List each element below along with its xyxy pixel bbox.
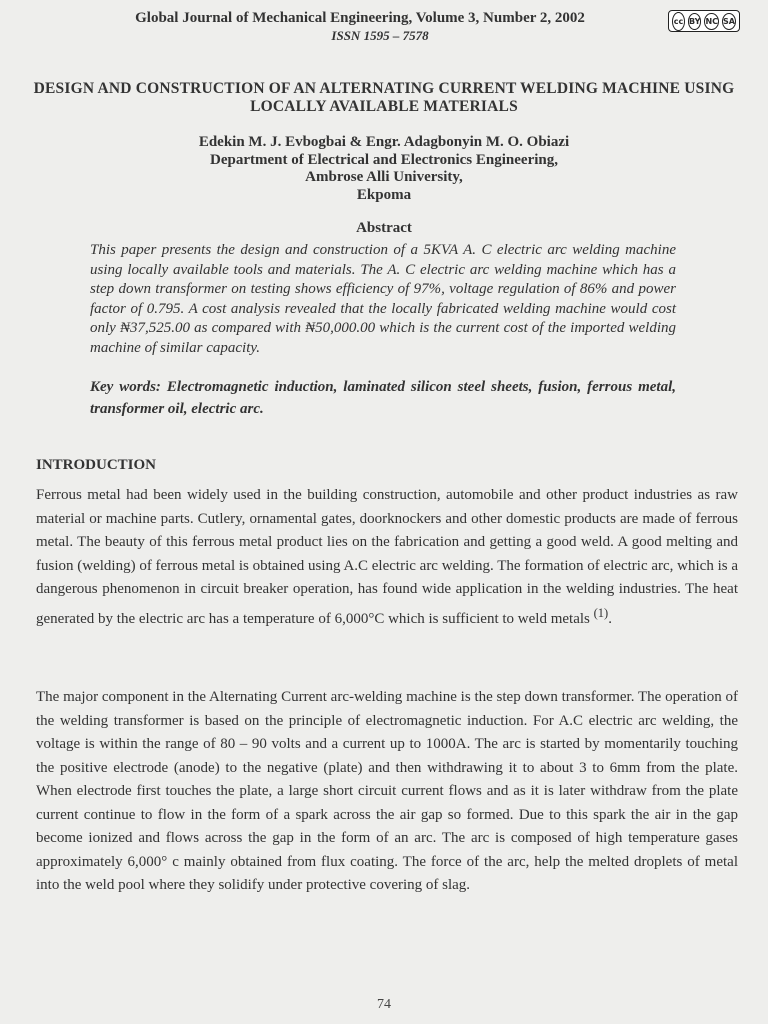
author-block xyxy=(100,134,668,204)
by-icon: BY xyxy=(688,13,701,30)
abstract-text: This paper presents the design and construction of a 5KVA A. C electric arc welding machine using locally available tools and materials. The A. C electric arc welding machine which has a step down transformer on testing shows efficiency of 97%, voltage regulation of 86% and power factor of 0.795. A cost analysis revealed that the locally fabricated welding machine would cost only ₦37,525.00 as compared with ₦50,000.00 which is the current cost of the imported welding machine of similar capacity. xyxy=(90,242,676,356)
nc-icon: NC xyxy=(704,13,719,30)
cc-logo-icon: cc xyxy=(672,12,685,31)
paper-title: DESIGN AND CONSTRUCTION OF AN ALTERNATING CURRENT WELDING MACHINE USING LOCALLY AVAILABLE MATERIALS xyxy=(33,80,735,115)
creative-commons-license-badge[interactable] xyxy=(668,10,740,32)
keywords: Key words: Electromagnetic induction, laminated silicon steel sheets, fusion, ferrous metal, transformer oil, electric arc. xyxy=(90,379,676,417)
page-number: 74 xyxy=(377,997,391,1012)
abstract-heading: Abstract xyxy=(356,220,412,236)
paragraph-1-end: . xyxy=(608,610,612,627)
introduction-heading: INTRODUCTION xyxy=(36,457,157,473)
journal-citation: Global Journal of Mechanical Engineering, Volume 3, Number 2, 2002 xyxy=(135,10,585,26)
location: Ekpoma xyxy=(356,186,412,203)
citation-reference[interactable]: (1) xyxy=(593,605,609,620)
authors: Edekin M. J. Evbogbai & Engr. Adagbonyin M. O. Obiazi xyxy=(198,134,570,150)
introduction-paragraph-1 xyxy=(36,484,738,631)
sa-icon: SA xyxy=(722,13,736,30)
paragraph-1-text: Ferrous metal had been widely used in the building construction, automobile and other product industries as raw material or machine parts. Cutlery, ornamental gates, doorknockers and other domestic products are made of ferrous metal. The beauty of this ferrous metal product lies on the fabrication and getting a good weld. A good melting and fusion (welding) of ferrous metal is obtained using A.C electric arc welding. The formation of electric arc, which is a dangerous phenomenon in circuit breaker operation, has found wide application in the welding industries. The heat generated by the electric arc has a temperature of 6,000°C which is sufficient to weld metals xyxy=(36,487,738,627)
introduction-paragraph-2: The major component in the Alternating Current arc-welding machine is the step down transformer. The operation of the welding transformer is based on the principle of electromagnetic induction. For A.C electric arc welding, the voltage is within the range of 80 – 90 volts and a current up to 1000A. The arc is started by momentarily touching the positive electrode (anode) to the negative (plate) and then withdrawing it to about 3 to 6mm from the plate. When electrode first touches the plate, a large short circuit current flows and as it is later withdraw from the plate current continue to flow in the form of a spark across the air gap so formed. Due to this spark the air in the gap become ionized and flows across the gap in the form of an arc. The arc is composed of high temperature gases approximately 6,000° c mainly obtained from flux coating. The force of the arc, help the melted droplets of metal into the weld pool where they solidify under protective covering of slag. xyxy=(36,689,738,893)
issn: ISSN 1595 – 7578 xyxy=(331,28,429,43)
university: Ambrose Alli University, xyxy=(305,169,463,185)
department: Department of Electrical and Electronics Engineering, xyxy=(209,151,558,168)
